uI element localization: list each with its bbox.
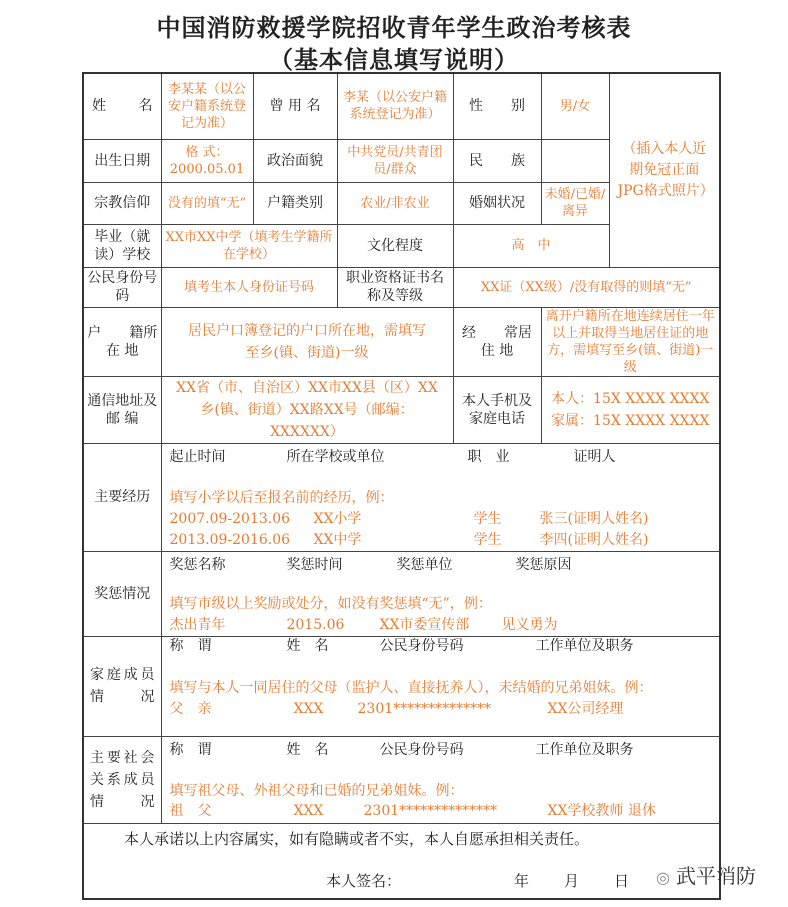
header-name: 姓 名 xyxy=(286,637,329,654)
marital-label: 婚姻状况 xyxy=(453,182,541,224)
awards-hint: 填写市级以上奖励或处分，如没有奖惩填“无”，例： xyxy=(169,595,492,612)
school-label: 毕业（就读）学校 xyxy=(83,224,161,267)
cell: 学生 xyxy=(473,510,502,527)
school-field[interactable]: XX市XX中学（填考生学籍所在学校） xyxy=(161,224,337,267)
former-name-label: 曾 用 名 xyxy=(253,73,337,139)
experience-label: 主要经历 xyxy=(83,443,161,551)
residence-field[interactable]: 离开户籍所在地连续居住一年以上并取得当地居住证的地方，需填写至乡(镇、街道)一级 xyxy=(541,307,720,376)
id-field[interactable]: 填考生本人身份证号码 xyxy=(161,267,337,307)
birth-field[interactable]: 格 式：2000.05.01 xyxy=(161,139,253,182)
address-label: 通信地址及 邮 编 xyxy=(83,376,161,443)
page-title: 中国消防救援学院招收青年学生政治考核表 xyxy=(156,13,632,42)
signature-label: 本人签名： xyxy=(326,871,402,890)
former-name-field[interactable]: 李某（以公安户籍系统登记为准） xyxy=(337,73,453,139)
religion-field[interactable]: 没有的填“无” xyxy=(161,182,253,224)
cell: 2015.06 xyxy=(286,616,345,633)
header-award-time: 奖惩时间 xyxy=(286,556,343,573)
cell: 2007.09-2013.06 xyxy=(169,510,291,527)
address-field[interactable]: XX省（市、自治区）XX市XX县（区）XX乡(镇、街道）XX路XX号（邮编：XXXXXX） xyxy=(161,376,453,443)
header-award-name: 奖惩名称 xyxy=(169,556,226,573)
social-section[interactable] xyxy=(161,736,720,823)
experience-hint: 填写小学以后至报名前的经历，例： xyxy=(169,489,394,506)
family-hint: 填写与本人一同居住的父母（监护人、直接抚养人），未结婚的兄弟姐妹。例： xyxy=(169,679,653,696)
header-relation: 称 谓 xyxy=(169,637,212,654)
cell: XX中学 xyxy=(313,531,362,548)
header-relation: 称 谓 xyxy=(169,741,212,758)
hukou-location-label: 户 籍所 在 地 xyxy=(83,307,161,376)
pledge-section xyxy=(83,823,720,899)
header-unit: 所在学校或单位 xyxy=(286,448,385,465)
phone-self: 本人：15X XXXX XXXX xyxy=(551,390,710,407)
header-period: 起止时间 xyxy=(169,448,226,465)
cell: XXX xyxy=(293,802,324,819)
cell: 杰出青年 xyxy=(169,616,226,633)
name-field[interactable]: 李某某（以公安户籍系统登记为准） xyxy=(161,73,253,139)
social-hint: 填写祖父母、外祖父母和已婚的兄弟姐妹。例： xyxy=(169,782,464,799)
cell: 张三(证明人姓名) xyxy=(539,510,649,527)
header-id: 公民身份号码 xyxy=(379,637,464,654)
cell: XX市委宣传部 xyxy=(379,616,470,633)
religion-label: 宗教信仰 xyxy=(83,182,161,224)
marital-field[interactable]: 未婚/已婚/离异 xyxy=(541,182,609,224)
header-witness: 证明人 xyxy=(573,448,616,465)
header-award-reason: 奖惩原因 xyxy=(515,556,572,573)
header-employer: 工作单位及职务 xyxy=(535,741,634,758)
education-label: 文化程度 xyxy=(337,224,453,267)
experience-section[interactable] xyxy=(161,443,720,551)
cell: 2301************** xyxy=(357,700,492,717)
watermark xyxy=(656,860,756,889)
header-occupation: 职 业 xyxy=(467,448,510,465)
header-name: 姓 名 xyxy=(286,741,329,758)
page-subtitle: （基本信息填写说明） xyxy=(269,45,519,74)
cell: XX学校教师 退休 xyxy=(547,802,656,819)
family-label: 家庭成员情 况 xyxy=(83,636,161,736)
social-label: 主要社会关系成员情 况 xyxy=(83,736,161,823)
residence-label: 经 常居 住 地 xyxy=(453,307,541,376)
awards-label: 奖惩情况 xyxy=(83,551,161,636)
ethnic-field[interactable] xyxy=(541,139,609,182)
year-label: 年 xyxy=(514,871,530,890)
education-field[interactable]: 高 中 xyxy=(453,224,609,267)
awards-section[interactable] xyxy=(161,551,720,636)
gender-label: 性 别 xyxy=(453,73,541,139)
photo-placeholder[interactable]: （插入本人近期免冠正面JPG格式照片） xyxy=(609,73,720,267)
certificate-label: 职业资格证书名称及等级 xyxy=(337,267,453,307)
certificate-field[interactable]: XX证（XX级）/没有取得的则填“无” xyxy=(453,267,720,307)
hukou-type-field[interactable]: 农业/非农业 xyxy=(337,182,453,224)
cell: 李四(证明人姓名) xyxy=(539,531,649,548)
cell: XXX xyxy=(293,700,324,717)
political-review-form xyxy=(82,72,721,900)
day-label: 日 xyxy=(614,871,630,890)
cell: XX公司经理 xyxy=(547,700,624,717)
family-section[interactable] xyxy=(161,636,720,736)
gender-field[interactable]: 男/女 xyxy=(541,73,609,139)
cell: 2013.09-2016.06 xyxy=(169,531,291,548)
cell: 祖 父 xyxy=(169,802,212,819)
header-award-unit: 奖惩单位 xyxy=(396,556,453,573)
month-label: 月 xyxy=(564,871,580,890)
header-id: 公民身份号码 xyxy=(379,741,464,758)
ethnic-label: 民 族 xyxy=(453,139,541,182)
pledge-text: 本人承诺以上内容属实，如有隐瞒或者不实，本人自愿承担相关责任。 xyxy=(124,829,590,848)
cell: 2301************** xyxy=(363,802,498,819)
cell: XX小学 xyxy=(313,510,362,527)
name-label: 姓 名 xyxy=(83,73,161,139)
phone-field[interactable] xyxy=(541,376,720,443)
hukou-location-field[interactable]: 居民户口簿登记的户口所在地，需填写至乡(镇、街道)一级 xyxy=(161,307,453,376)
political-field[interactable]: 中共党员/共青团员/群众 xyxy=(337,139,453,182)
watermark-text: 武平消防 xyxy=(675,864,756,888)
id-label: 公民身份号 码 xyxy=(83,267,161,307)
hukou-type-label: 户籍类别 xyxy=(253,182,337,224)
phone-label: 本人手机及家庭电话 xyxy=(453,376,541,443)
wechat-icon: ◎ xyxy=(656,868,670,887)
birth-label: 出生日期 xyxy=(83,139,161,182)
cell: 父 亲 xyxy=(169,700,212,717)
header-employer: 工作单位及职务 xyxy=(535,637,634,654)
cell: 见义勇为 xyxy=(501,616,558,633)
political-label: 政治面貌 xyxy=(253,139,337,182)
cell: 学生 xyxy=(473,531,502,548)
phone-family: 家属：15X XXXX XXXX xyxy=(551,412,710,429)
